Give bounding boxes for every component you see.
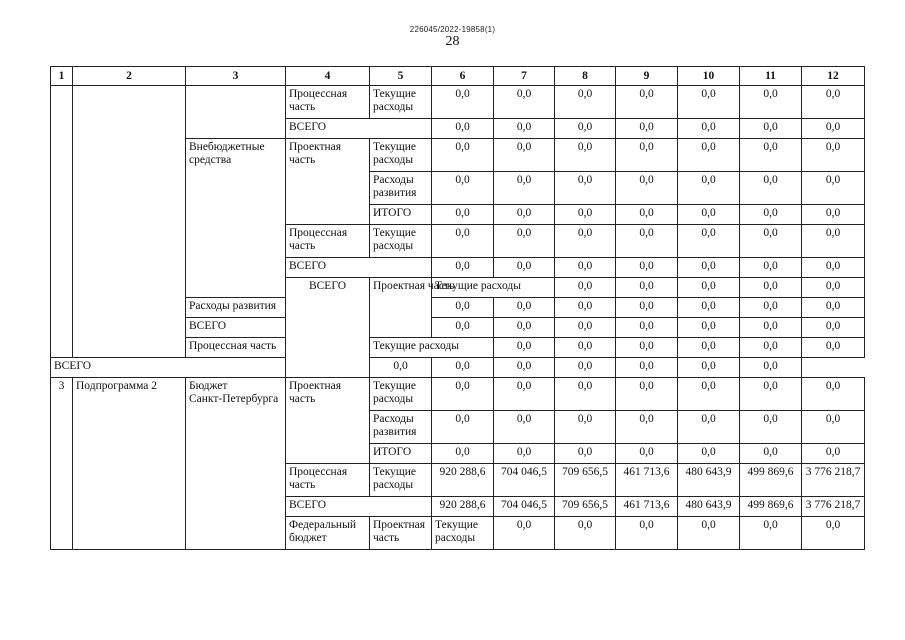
value-cell: 0,0 <box>616 139 678 172</box>
budget-table <box>50 66 865 550</box>
value-cell: 0,0 <box>616 298 678 318</box>
label-cell: Федеральный бюджет <box>286 517 370 550</box>
value-cell: 0,0 <box>555 119 616 139</box>
value-cell: 0,0 <box>740 378 802 411</box>
value-cell: 0,0 <box>616 119 678 139</box>
value-cell: 461 713,6 <box>616 464 678 497</box>
value-cell: 0,0 <box>555 444 616 464</box>
value-cell: 0,0 <box>802 86 865 119</box>
label-cell: ИТОГО <box>370 444 432 464</box>
value-cell: 0,0 <box>740 205 802 225</box>
value-cell: 0,0 <box>555 411 616 444</box>
value-cell: 0,0 <box>432 258 494 278</box>
value-cell: 0,0 <box>740 119 802 139</box>
value-cell: 0,0 <box>740 318 802 338</box>
label-cell: Проектная часть <box>286 378 370 464</box>
label-cell: Проектная часть <box>370 278 432 338</box>
value-cell: 0,0 <box>555 318 616 338</box>
label-cell: Текущие расходы <box>370 378 432 411</box>
table-header-row <box>51 67 865 86</box>
merged-empty-cell <box>73 86 186 358</box>
value-cell: 0,0 <box>432 358 494 378</box>
value-cell: 0,0 <box>678 411 740 444</box>
label-cell: ВСЕГО <box>286 497 432 517</box>
value-cell: 0,0 <box>802 278 865 298</box>
value-cell: 3 776 218,7 <box>802 497 865 517</box>
column-header: 12 <box>802 67 865 86</box>
label-cell: ВСЕГО <box>186 318 370 338</box>
column-header: 8 <box>555 67 616 86</box>
value-cell: 0,0 <box>494 258 555 278</box>
value-cell: 0,0 <box>494 172 555 205</box>
label-cell: Текущие расходы <box>370 139 432 172</box>
value-cell: 0,0 <box>740 411 802 444</box>
value-cell: 0,0 <box>555 517 616 550</box>
value-cell: 0,0 <box>802 338 865 358</box>
value-cell: 480 643,9 <box>678 464 740 497</box>
column-header: 6 <box>432 67 494 86</box>
value-cell: 0,0 <box>432 225 494 258</box>
value-cell: 0,0 <box>432 318 494 338</box>
value-cell: 0,0 <box>740 258 802 278</box>
value-cell: 0,0 <box>494 358 555 378</box>
value-cell: 461 713,6 <box>616 497 678 517</box>
value-cell: 3 776 218,7 <box>802 464 865 497</box>
value-cell: 0,0 <box>740 225 802 258</box>
value-cell: 0,0 <box>802 205 865 225</box>
column-header: 1 <box>51 67 73 86</box>
value-cell: 0,0 <box>616 358 678 378</box>
label-cell: ВСЕГО <box>51 358 286 378</box>
value-cell: 0,0 <box>555 358 616 378</box>
column-header: 2 <box>73 67 186 86</box>
label-cell: Текущие расходы <box>370 225 432 258</box>
value-cell: 0,0 <box>678 298 740 318</box>
value-cell: 0,0 <box>616 278 678 298</box>
value-cell: 0,0 <box>740 517 802 550</box>
label-cell: ВСЕГО <box>286 278 370 378</box>
value-cell: 704 046,5 <box>494 497 555 517</box>
label-cell: Текущие расходы <box>370 338 494 358</box>
value-cell: 0,0 <box>494 411 555 444</box>
page-number: 28 <box>445 34 460 49</box>
label-cell: Процессная часть <box>286 225 370 258</box>
value-cell: 0,0 <box>616 411 678 444</box>
value-cell: 0,0 <box>494 298 555 318</box>
value-cell: 0,0 <box>432 172 494 205</box>
label-cell: Бюджет Санкт-Петербурга <box>186 378 286 550</box>
value-cell: 0,0 <box>432 444 494 464</box>
value-cell: 0,0 <box>432 205 494 225</box>
value-cell: 0,0 <box>616 338 678 358</box>
table-row <box>51 378 865 411</box>
value-cell: 0,0 <box>494 86 555 119</box>
value-cell: 0,0 <box>555 139 616 172</box>
table-row <box>51 358 865 378</box>
value-cell: 0,0 <box>740 298 802 318</box>
value-cell: 0,0 <box>740 139 802 172</box>
value-cell: 0,0 <box>555 378 616 411</box>
value-cell: 0,0 <box>740 358 802 378</box>
label-cell: Процессная часть <box>286 464 370 497</box>
value-cell: 0,0 <box>802 411 865 444</box>
value-cell: 709 656,5 <box>555 497 616 517</box>
value-cell: 0,0 <box>432 86 494 119</box>
value-cell: 0,0 <box>740 172 802 205</box>
value-cell: 0,0 <box>678 278 740 298</box>
label-cell: Внебюджетные средства <box>186 139 286 298</box>
label-cell: Проектная часть <box>370 517 432 550</box>
value-cell: 0,0 <box>678 444 740 464</box>
value-cell: 0,0 <box>740 338 802 358</box>
value-cell: 0,0 <box>678 139 740 172</box>
label-cell: Проектная часть <box>286 139 370 225</box>
value-cell: 0,0 <box>555 338 616 358</box>
value-cell: 499 869,6 <box>740 464 802 497</box>
value-cell: 0,0 <box>802 258 865 278</box>
value-cell: 0,0 <box>555 298 616 318</box>
column-header: 9 <box>616 67 678 86</box>
column-header: 3 <box>186 67 286 86</box>
value-cell: 0,0 <box>555 172 616 205</box>
value-cell: 0,0 <box>802 378 865 411</box>
column-header: 11 <box>740 67 802 86</box>
column-header: 7 <box>494 67 555 86</box>
document-registration-stamp: 226045/2022-19858(1) <box>409 25 496 34</box>
label-cell: ВСЕГО <box>286 119 432 139</box>
value-cell: 0,0 <box>802 139 865 172</box>
value-cell: 0,0 <box>555 258 616 278</box>
label-cell: ИТОГО <box>370 205 432 225</box>
label-cell: Текущие расходы <box>370 86 432 119</box>
label-cell: Процессная часть <box>186 338 286 358</box>
value-cell: 0,0 <box>432 378 494 411</box>
value-cell: 0,0 <box>802 172 865 205</box>
label-cell: Текущие расходы <box>432 278 555 298</box>
value-cell: 0,0 <box>555 278 616 298</box>
value-cell: 0,0 <box>494 444 555 464</box>
value-cell: 0,0 <box>802 444 865 464</box>
value-cell: 0,0 <box>432 139 494 172</box>
value-cell: 0,0 <box>432 411 494 444</box>
table-row <box>51 86 865 119</box>
label-cell: Расходы развития <box>370 172 432 205</box>
value-cell: 499 869,6 <box>740 497 802 517</box>
value-cell: 0,0 <box>802 318 865 338</box>
value-cell: 0,0 <box>740 278 802 298</box>
value-cell: 0,0 <box>740 86 802 119</box>
value-cell: 0,0 <box>678 119 740 139</box>
value-cell: 0,0 <box>802 225 865 258</box>
label-cell: Подпрограмма 2 <box>73 378 186 550</box>
value-cell: 0,0 <box>616 378 678 411</box>
value-cell: 0,0 <box>616 517 678 550</box>
value-cell: 0,0 <box>740 444 802 464</box>
column-header: 10 <box>678 67 740 86</box>
value-cell: 0,0 <box>616 318 678 338</box>
value-cell: 0,0 <box>678 258 740 278</box>
value-cell: 0,0 <box>802 517 865 550</box>
value-cell: 0,0 <box>555 225 616 258</box>
column-header: 4 <box>286 67 370 86</box>
label-cell: Текущие расходы <box>370 464 432 497</box>
value-cell: 0,0 <box>494 119 555 139</box>
value-cell: 0,0 <box>678 225 740 258</box>
label-cell: Расходы развития <box>370 411 432 444</box>
value-cell: 0,0 <box>616 86 678 119</box>
value-cell: 709 656,5 <box>555 464 616 497</box>
value-cell: 0,0 <box>616 258 678 278</box>
value-cell: 920 288,6 <box>432 464 494 497</box>
label-cell: 3 <box>51 378 73 550</box>
label-cell: ВСЕГО <box>286 258 432 278</box>
merged-empty-cell <box>51 86 73 358</box>
value-cell: 0,0 <box>678 517 740 550</box>
value-cell: 0,0 <box>616 225 678 258</box>
value-cell: 0,0 <box>370 358 432 378</box>
value-cell: 0,0 <box>678 172 740 205</box>
value-cell: 0,0 <box>494 338 555 358</box>
value-cell: 0,0 <box>678 86 740 119</box>
value-cell: 0,0 <box>802 119 865 139</box>
value-cell: 0,0 <box>494 378 555 411</box>
column-header: 5 <box>370 67 432 86</box>
value-cell: 0,0 <box>616 172 678 205</box>
merged-empty-cell <box>186 86 286 139</box>
value-cell: 0,0 <box>678 378 740 411</box>
value-cell: 0,0 <box>678 358 740 378</box>
label-cell: Текущие расходы <box>432 517 494 550</box>
value-cell: 480 643,9 <box>678 497 740 517</box>
value-cell: 0,0 <box>616 444 678 464</box>
value-cell: 0,0 <box>555 205 616 225</box>
label-cell: Расходы развития <box>186 298 370 318</box>
value-cell: 0,0 <box>616 205 678 225</box>
value-cell: 0,0 <box>555 86 616 119</box>
value-cell: 0,0 <box>678 318 740 338</box>
value-cell: 0,0 <box>494 517 555 550</box>
value-cell: 0,0 <box>494 139 555 172</box>
value-cell: 0,0 <box>432 298 494 318</box>
value-cell: 0,0 <box>678 205 740 225</box>
value-cell: 0,0 <box>494 225 555 258</box>
value-cell: 704 046,5 <box>494 464 555 497</box>
label-cell: Процессная часть <box>286 86 370 119</box>
value-cell: 0,0 <box>802 298 865 318</box>
value-cell: 0,0 <box>494 205 555 225</box>
value-cell: 0,0 <box>678 338 740 358</box>
value-cell: 920 288,6 <box>432 497 494 517</box>
value-cell: 0,0 <box>432 119 494 139</box>
value-cell: 0,0 <box>494 318 555 338</box>
